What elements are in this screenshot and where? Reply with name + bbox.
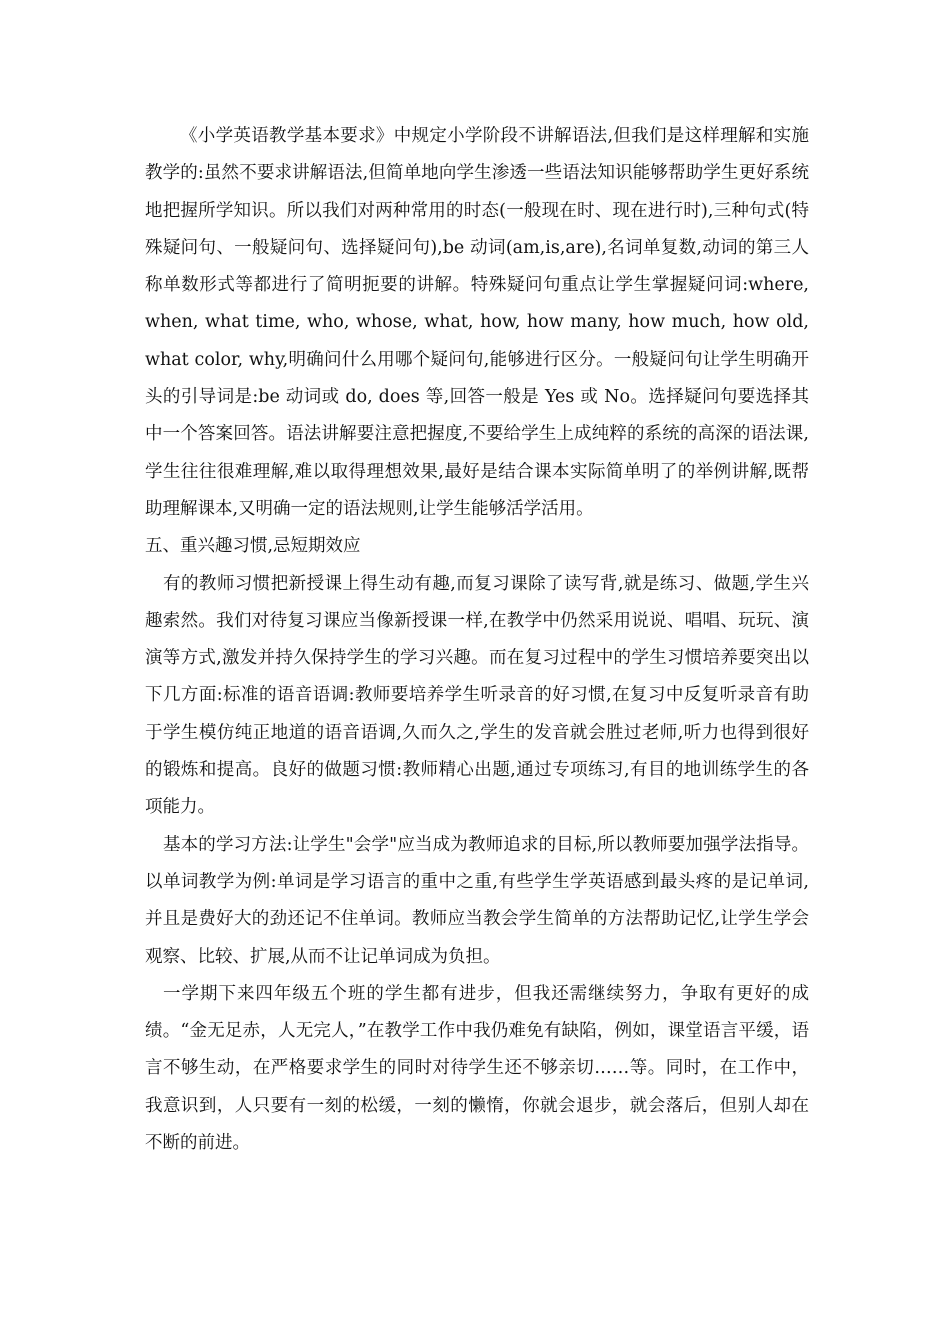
paragraph-grammar: 《小学英语教学基本要求》中规定小学阶段不讲解语法,但我们是这样理解和实施教学的:虽然不要求讲解语法,但简单地向学生渗透一些语法知识能够帮助学生更好系统地把握所学知识。所以我们对两种常用的时态(一般现在时、现在进行时),三种句式(特殊疑问句、一般疑问句、选择疑问句),be 动词(am,is,are),名词单复数,动词的第三人称单数形式等都进行了简明扼要的讲解。特殊疑问句重点让学生掌握疑问词:where, when, what time, who, whose, what, how, how many, how much, how old, what color, why,明确问什么用哪个疑问句,能够进行区分。一般疑问句让学生明确开头的引导词是:be 动词或 do, does 等,回答一般是 Yes 或 No。选择疑问句要选择其中一个答案回答。语法讲解要注意把握度,不要给学生上成纯粹的系统的高深的语法课,学生往往很难理解,难以取得理想效果,最好是结合课本实际简单明了的举例讲解,既帮助理解课本,又明确一定的语法规则,让学生能够活学活用。 — [145, 126, 809, 519]
paragraph-review: 有的教师习惯把新授课上得生动有趣,而复习课除了读写背,就是练习、做题,学生兴趣索然。我们对待复习课应当像新授课一样,在教学中仍然采用说说、唱唱、玩玩、演演等方式,激发并持久保持学生的学习兴趣。而在复习过程中的学生习惯培养要突出以下几方面:标准的语音语调:教师要培养学生听录音的好习惯,在复习中反复听录音有助于学生模仿纯正地道的语音语调,久而久之,学生的发音就会胜过老师,听力也得到很好的锻炼和提高。良好的做题习惯:教师精心出题,通过专项练习,有目的地训练学生的各项能力。 — [145, 573, 809, 818]
document-page — [145, 118, 809, 1162]
paragraph-summary: 一学期下来四年级五个班的学生都有进步，但我还需继续努力，争取有更好的成绩。“金无足赤，人无完人，”在教学工作中我仍难免有缺陷，例如，课堂语言平缓，语言不够生动，在严格要求学生的同时对待学生还不够亲切……等。同时，在工作中，我意识到，人只要有一刻的松缓，一刻的懒惰，你就会退步，就会落后，但别人却在不断的前进。 — [145, 983, 809, 1154]
section-heading: 五、重兴趣习惯,忌短期效应 — [145, 536, 361, 557]
paragraph-methods: 基本的学习方法:让学生"会学"应当成为教师追求的目标,所以教师要加强学法指导。以单词教学为例:单词是学习语言的重中之重,有些学生学英语感到最头疼的是记单词,并且是费好大的劲还记不住单词。教师应当教会学生简单的方法帮助记忆,让学生学会观察、比较、扩展,从而不让记单词成为负担。 — [145, 834, 809, 967]
